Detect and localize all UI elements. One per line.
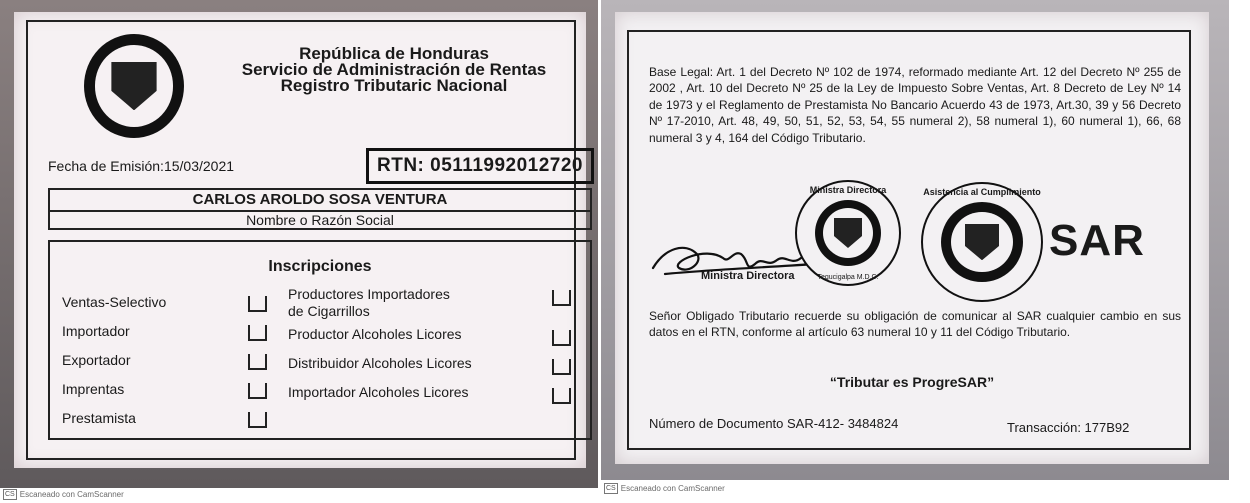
- legal-basis-text: Base Legal: Art. 1 del Decreto Nº 102 de 1974, reformado mediante Art. 12 del Decreto Nº 255 de 2002 , Art. 10 del Decreto Nº 25 de la Ley de Impuesto Sobre Ventas, Art. 8 Decreto de Ley Nº 14 de 1973 y el Reglamento de Prestamista No Bancario Acuerdo 43 de 1973, Art.30, 39 y 56 Decreto Nº 17-2010, Art. 48, 49, 50, 51, 52, 53, 54, 55 numeral 2), 58 numeral 1), 60 numeral 1), 66, 68 numeral 3 y 4, 164 del Código Tributario.: [649, 65, 1181, 145]
- rtn-number: RTN: 05111992012720: [366, 148, 594, 184]
- list-item: [62, 381, 272, 410]
- honduras-emblem-icon: [84, 34, 184, 138]
- list-item-label: Imprentas: [62, 381, 125, 397]
- header-line-1: República de Honduras: [299, 44, 489, 63]
- seal-bottom-text: Tegucigalpa M.D.C.: [817, 274, 879, 281]
- right-registration-list: [288, 286, 578, 413]
- compliance-seal: [921, 182, 1043, 302]
- list-item-label: [288, 286, 450, 320]
- list-item-label: Ventas-Selectivo: [62, 294, 167, 310]
- list-item-label: Exportador: [62, 352, 131, 368]
- checkbox-icon: [248, 354, 267, 370]
- list-item: [288, 384, 578, 413]
- left-registration-list: [62, 294, 272, 439]
- list-item: [62, 294, 272, 323]
- name-box: [48, 188, 592, 230]
- list-item-label: Distribuidor Alcoholes Licores: [288, 355, 472, 371]
- list-item-label: Prestamista: [62, 410, 136, 426]
- cs-scanner-icon: CS: [5, 491, 15, 498]
- card-front-photo: [0, 0, 598, 488]
- cs-scanner-icon: CS: [606, 485, 616, 492]
- card-front: [14, 12, 586, 468]
- list-item-label: Importador: [62, 323, 130, 339]
- checkbox-icon: [552, 330, 571, 346]
- checkbox-icon: [248, 296, 267, 312]
- seal-text: Ministra Directora: [809, 185, 887, 195]
- scanner-watermark: [3, 489, 124, 500]
- inscripciones-title: Inscripciones: [268, 258, 372, 275]
- document-number: Número de Documento SAR-412- 3484824: [649, 416, 899, 431]
- slogan: “Tributar es ProgreSAR”: [829, 374, 995, 390]
- card-header: [214, 46, 574, 94]
- header-line-3: Registro Tributaric Nacional: [280, 76, 508, 95]
- checkbox-icon: [552, 290, 571, 306]
- scanner-watermark-text: Escaneado con CamScanner: [620, 484, 725, 493]
- list-item: [288, 286, 578, 326]
- sar-logo: SAR: [1049, 216, 1145, 265]
- scanner-watermark: [604, 483, 725, 494]
- list-item: [288, 326, 578, 355]
- checkbox-icon: [248, 325, 267, 341]
- taxpayer-notice: Señor Obligado Tributario recuerde su obligación de comunicar al SAR cualquier cambio en sus datos en el RTN, conforme al artículo 63 numeral 10 y 11 del Código Tributario.: [649, 309, 1181, 340]
- transaction-number: Transacción: 177B92: [1007, 420, 1130, 435]
- seal-text: Asistencia al Cumplimiento: [923, 187, 1041, 197]
- taxpayer-name: CARLOS AROLDO SOSA VENTURA: [50, 190, 590, 212]
- list-item-label-line: Productores Importadores: [288, 286, 450, 302]
- taxpayer-name-label: Nombre o Razón Social: [246, 212, 394, 228]
- list-item: [62, 323, 272, 352]
- honduras-emblem-icon: [941, 202, 1023, 282]
- checkbox-icon: [552, 388, 571, 404]
- list-item: [62, 410, 272, 439]
- checkbox-icon: [248, 383, 267, 399]
- honduras-emblem-icon: [815, 200, 881, 266]
- list-item-label-line: de Cigarrillos: [288, 303, 370, 319]
- issue-date: Fecha de Emisión:15/03/2021: [48, 158, 235, 174]
- checkbox-icon: [552, 359, 571, 375]
- scanner-watermark-text: Escaneado con CamScanner: [19, 490, 124, 499]
- header-line-2: Servicio de Administración de Rentas: [241, 60, 547, 79]
- card-back-photo: [601, 0, 1229, 480]
- director-seal: [795, 180, 901, 286]
- card-back: [615, 12, 1209, 464]
- list-item: [288, 355, 578, 384]
- signature-label: Ministra Directora: [701, 270, 795, 282]
- list-item: [62, 352, 272, 381]
- list-item-label: Importador Alcoholes Licores: [288, 384, 469, 400]
- list-item-label: Productor Alcoholes Licores: [288, 326, 462, 342]
- inscripciones-box: [48, 240, 592, 440]
- checkbox-icon: [248, 412, 267, 428]
